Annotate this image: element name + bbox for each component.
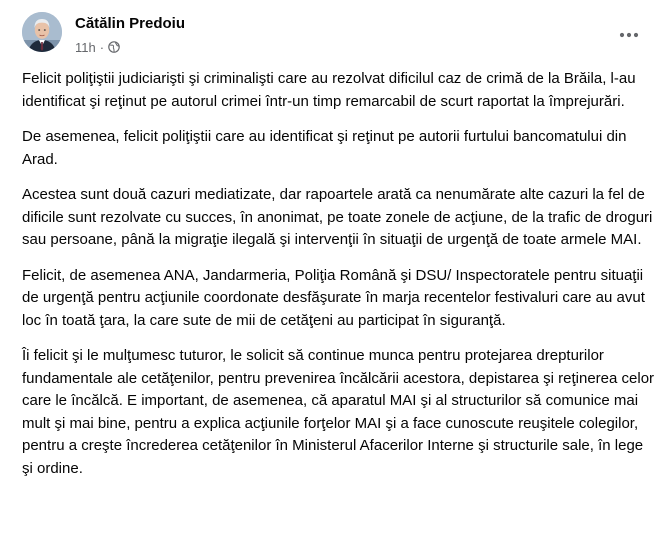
post-paragraph: Acestea sunt două cazuri mediatizate, dar rapoartele arată ca nenumărate alte cazuri la fel de dificile sunt rezolvate cu succes, în anonimat, pe toate zonele de acţiune, de la trafic de droguri sau persoane, până la migraţie ilegală şi intervenţii în situaţii de urgenţă de toate armele MAI. (22, 186, 653, 248)
author-name[interactable]: Cătălin Predoiu (75, 15, 186, 32)
avatar-portrait-icon (22, 12, 62, 52)
post-text (22, 68, 656, 493)
post-paragraph: De asemenea, felicit poliţiştii care au identificat şi reţinut pe autorii furtului bancomatului din Arad. (22, 128, 627, 168)
post-paragraph: Felicit poliţiştii judiciarişti şi criminalişti care au rezolvat dificilul caz de crimă de la Brăila, l-au identificat şi reţinut pe autorul crimei într-un timp remarcabil de scurt raportat la împrejurări. (22, 70, 636, 110)
post-paragraph: Felicit, de asemenea ANA, Jandarmeria, Poliţia Română şi DSU/ Inspectoratele pentru situaţii de urgenţă pentru acţiunile coordonate desfăşurate în marja recentelor festivaluri care au avut loc în toată ţara, la care sute de mii de cetăţeni au participat în siguranţă. (22, 266, 645, 329)
more-options-button[interactable] (611, 22, 647, 48)
post-paragraph: Îi felicit şi le mulţumesc tuturor, le solicit să continue munca pentru protejarea drepturilor fundamentale ale cetăţenilor, pentru prevenirea încălcării acestora, depistarea şi reţinerea celor care le încălcă. E important, de asemenea, că aparatul MAI şi al structurilor să comunice mai mult şi mai bine, pentru a explica acţiunile forţelor MAI şi a face cunoscute reuşitele colegilor, pentru a creşte încrederea cetăţenilor în Ministerul Afacerilor Interne şi structurile sale, în lege şi ordine. (22, 347, 655, 477)
post-timestamp[interactable]: 11h (75, 39, 96, 55)
author-avatar[interactable] (22, 12, 62, 52)
globe-icon[interactable] (108, 41, 120, 53)
post-header (22, 12, 647, 58)
more-horizontal-icon (619, 32, 639, 38)
post-meta (75, 39, 120, 55)
meta-separator: · (99, 39, 105, 55)
